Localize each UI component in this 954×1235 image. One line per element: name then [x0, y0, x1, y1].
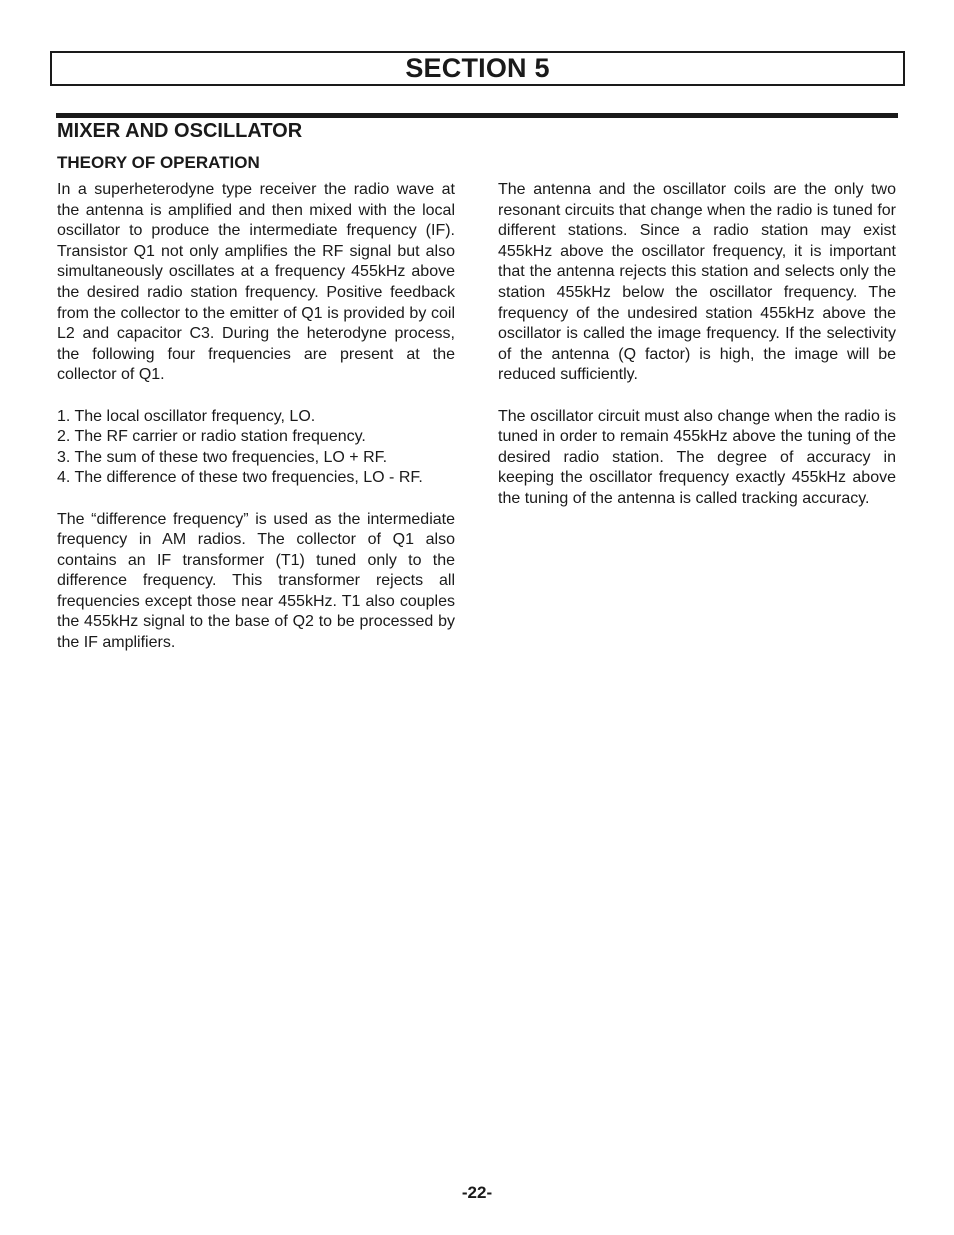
right-paragraph-2: The oscillator circuit must also change when the radio is tuned in order to remain 455kHz above the tuning of the desired radio station. The degree of accuracy in keeping the oscillator frequency exactly 455kHz above the tuning of the antenna is called tracking accuracy. [498, 407, 896, 507]
frequency-list [57, 407, 455, 489]
left-column [57, 180, 455, 654]
left-paragraph-1: In a superheterodyne type receiver the radio wave at the antenna is amplified and then mixed with the local oscillator to produce the intermediate frequency (IF). Transistor Q1 not only amplifies the RF signal but also simultaneously oscillates at a frequency 455kHz above the desired radio station frequency. Positive feedback from the collector to the emitter of Q1 is provided by coil L2 and capacitor C3. During the heterodyne process, the following four frequencies are present at the collector of Q1. [57, 181, 455, 384]
heading-rule [56, 113, 898, 118]
list-item: 4. The difference of these two frequencies, LO - RF. [57, 469, 423, 487]
right-paragraph-1: The antenna and the oscillator coils are the only two resonant circuits that change when the radio is tuned for different stations. Since a radio station may exist 455kHz above the oscillator frequency, it is important that the antenna rejects this station and selects only the station 455kHz below the oscillator frequency. The frequency of the undesired station 455kHz above the oscillator is called the image frequency. If the selectivity of the antenna (Q factor) is high, the image will be reduced sufficiently. [498, 181, 896, 384]
section-heading: MIXER AND OSCILLATOR [57, 120, 303, 142]
list-item: 2. The RF carrier or radio station frequency. [57, 428, 366, 446]
section-title-box [50, 51, 905, 86]
section-title: SECTION 5 [405, 53, 550, 83]
list-item: 3. The sum of these two frequencies, LO + RF. [57, 448, 388, 466]
left-paragraph-2: The “difference frequency” is used as the intermediate frequency in AM radios. The collector of Q1 also contains an IF transformer (T1) tuned only to the difference frequency. This transformer rejects all frequencies except those near 455kHz. T1 also couples the 455kHz signal to the base of Q2 to be processed by the IF amplifiers. [57, 510, 455, 652]
page-number: -22- [461, 1183, 493, 1202]
section-subheading: THEORY OF OPERATION [57, 153, 260, 172]
list-item: 1. The local oscillator frequency, LO. [57, 407, 316, 425]
right-column [498, 180, 896, 510]
